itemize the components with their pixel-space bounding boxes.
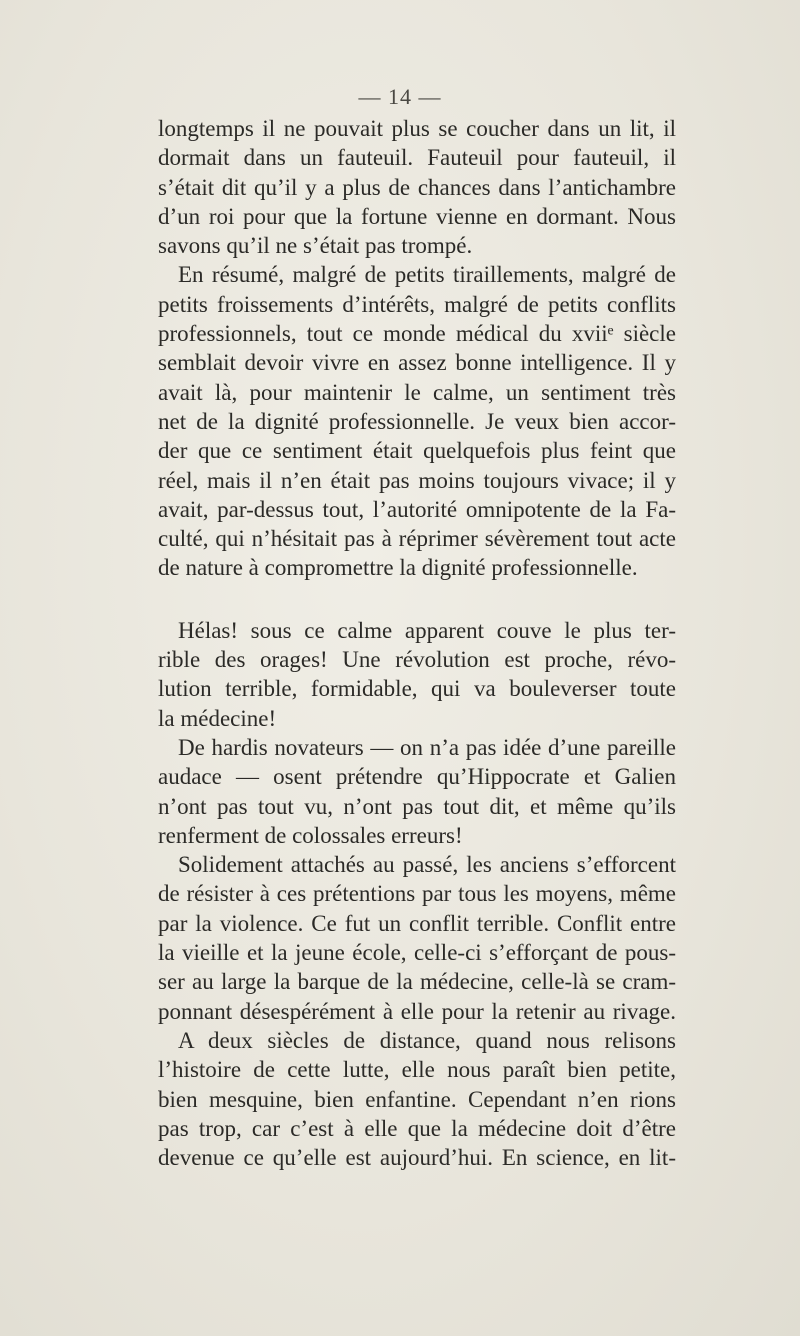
text-line: En résumé, malgré de petits tiraillements, malgré de <box>178 262 676 288</box>
text-line: par la violence. Ce fut un conflit terrible. Conflit entre <box>158 910 676 936</box>
text-line: der que ce sentiment était quelquefois plus feint que <box>158 438 676 464</box>
text-line: lution terrible, formidable, qui va bouleverser toute <box>158 676 676 702</box>
text-line: dormait dans un fauteuil. Fauteuil pour fauteuil, il <box>158 145 676 171</box>
body-text <box>158 114 676 1172</box>
text-line: réel, mais il n’en était pas moins toujours vivace; il y <box>158 467 676 493</box>
paragraph-5 <box>158 850 676 1172</box>
text-line: ponnant désespérément à elle pour la retenir au rivage. <box>158 998 676 1024</box>
text-line: s’était dit qu’il y a plus de chances dans l’antichambre <box>158 174 676 200</box>
text-line: audace — osent prétendre qu’Hippocrate et Galien <box>158 764 676 790</box>
paragraph-3 <box>158 616 676 733</box>
text-line: de nature à compromettre la dignité professionnelle. <box>158 555 638 581</box>
text-line: avait là, pour maintenir le calme, un sentiment très <box>158 379 676 405</box>
paragraph-2 <box>158 260 676 582</box>
text-line: bien mesquine, bien enfantine. Cependant n’en rions <box>158 1086 676 1112</box>
text-line: de résister à ces prétentions par tous les moyens, même <box>158 881 676 907</box>
text-line: savons qu’il ne s’était pas trompé. <box>158 233 473 259</box>
text-line: ser au large la barque de la médecine, celle-là se cram- <box>158 969 676 995</box>
paragraph-1 <box>158 114 676 260</box>
text-line: rible des orages! Une révolution est proche, révo- <box>158 647 676 673</box>
text-line: petits froissements d’intérêts, malgré de petits conflits <box>158 291 676 317</box>
text-line: Hélas! sous ce calme apparent couve le plus ter- <box>178 617 676 643</box>
text-line: l’histoire de cette lutte, elle nous paraît bien petite, <box>158 1057 676 1083</box>
text-line: n’ont pas tout vu, n’ont pas tout dit, et même qu’ils <box>158 793 676 819</box>
text-line: la médecine! <box>158 705 277 731</box>
text-line: Solidement attachés au passé, les anciens s’efforcent <box>178 852 676 878</box>
text-line: A deux siècles de distance, quand nous relisons <box>178 1027 676 1053</box>
text-line: professionnels, tout ce monde médical du xviiᵉ siècle <box>158 321 676 347</box>
text-line: semblait devoir vivre en assez bonne intelligence. Il y <box>158 350 676 376</box>
page-number: — 14 — <box>358 84 442 109</box>
text-line: renferment de colossales erreurs! <box>158 822 463 848</box>
text-line: net de la dignité professionnelle. Je veux bien accor- <box>158 408 676 434</box>
text-line: longtemps il ne pouvait plus se coucher dans un lit, il <box>158 116 676 141</box>
text-line: De hardis novateurs — on n’a pas idée d’une pareille <box>178 734 676 760</box>
text-line: avait, par-dessus tout, l’autorité omnipotente de la Fa- <box>158 496 676 522</box>
text-line: culté, qui n’hésitait pas à réprimer sévèrement tout acte <box>158 526 676 552</box>
text-line: devenue ce qu’elle est aujourd’hui. En science, en lit- <box>158 1145 676 1171</box>
text-line: d’un roi pour que la fortune vienne en dormant. Nous <box>158 203 676 229</box>
paragraph-4 <box>158 733 676 850</box>
text-line: pas trop, car c’est à elle que la médecine doit d’être <box>158 1115 676 1141</box>
text-line: la vieille et la jeune école, celle-ci s’efforçant de pous- <box>158 940 676 966</box>
